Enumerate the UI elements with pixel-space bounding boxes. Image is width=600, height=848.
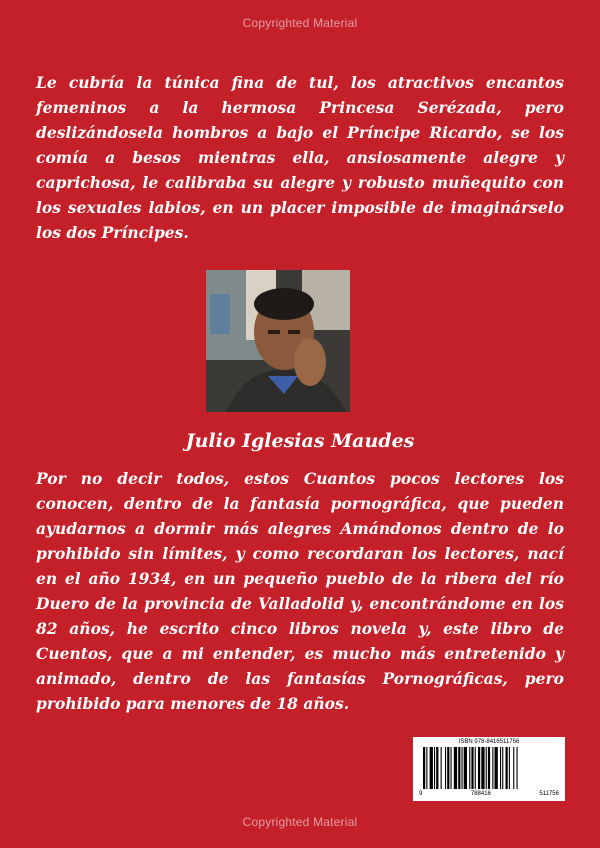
barcode-bar	[492, 747, 493, 789]
barcode-bar	[423, 747, 425, 789]
barcode-bar	[502, 747, 503, 789]
barcode-bar	[469, 747, 470, 789]
barcode-bar	[478, 747, 480, 789]
barcode-digits	[419, 791, 559, 797]
barcode-bar	[447, 747, 449, 789]
barcode-bar	[445, 747, 446, 789]
barcode-bar	[436, 747, 438, 789]
copyright-watermark-top: Copyrighted Material	[242, 16, 358, 30]
barcode-bar	[509, 747, 510, 789]
author-photo	[206, 270, 350, 412]
barcode-bar	[426, 747, 427, 789]
synopsis-paragraph: Le cubría la túnica fina de tul, los atractivos encantos femeninos a la hermosa Princesa Serézada, pero deslizándosela hombros a bajo el Príncipe Ricardo, se los comía a besos mientras ella, ansiosamente alegre y caprichosa, le calibraba su alegre y robusto muñequito con los sexuales labios, en un placer imposible de imaginárselo los dos Príncipes.	[36, 73, 564, 242]
barcode-bar	[481, 747, 484, 789]
barcode-bar	[464, 747, 467, 789]
barcode-digits-left: 788416	[470, 791, 491, 797]
barcode-bar	[513, 747, 514, 789]
barcode-bar	[441, 747, 442, 789]
barcode-bar	[486, 747, 487, 789]
barcode-digit-first: 9	[419, 791, 423, 797]
copyright-watermark-bottom: Copyrighted Material	[242, 815, 358, 829]
barcode-bar	[434, 747, 435, 789]
barcode-bar	[495, 747, 498, 789]
barcode-bar	[462, 747, 463, 789]
barcode-bar	[451, 747, 452, 789]
isbn-text: ISBN 978-8416511756	[458, 739, 520, 745]
isbn-barcode	[413, 737, 565, 801]
barcode-digits-right: 511756	[539, 791, 559, 797]
barcode-bar	[471, 747, 473, 789]
barcode-bars	[423, 747, 555, 789]
barcode-bar	[500, 747, 501, 789]
barcode-bar	[430, 747, 433, 789]
author-name: Julio Iglesias Maudes	[185, 430, 415, 452]
author-bio-paragraph: Por no decir todos, estos Cuantos pocos lectores los conocen, dentro de la fantasía pornográfica, que pueden ayudarnos a dormir más alegres Amándonos dentro de lo prohibido sin límites, y como recordaran los lectores, nací en el año 1934, en un pequeño pueblo de la ribera del río Duero de la provincia de Valladolid y, encontrándome en los 82 años, he escrito cinco libros novela y, este libro de Cuentos, que a mi entender, es mucho más entretenido y animado, dentro de las fantasías Pornográficas, pero prohibido para menores de 18 años.	[36, 469, 564, 713]
barcode-bar	[475, 747, 476, 789]
barcode-bar	[488, 747, 490, 789]
barcode-bar	[506, 747, 508, 789]
barcode-bar	[458, 747, 460, 789]
barcode-bar	[454, 747, 457, 789]
barcode-bar	[517, 747, 518, 789]
